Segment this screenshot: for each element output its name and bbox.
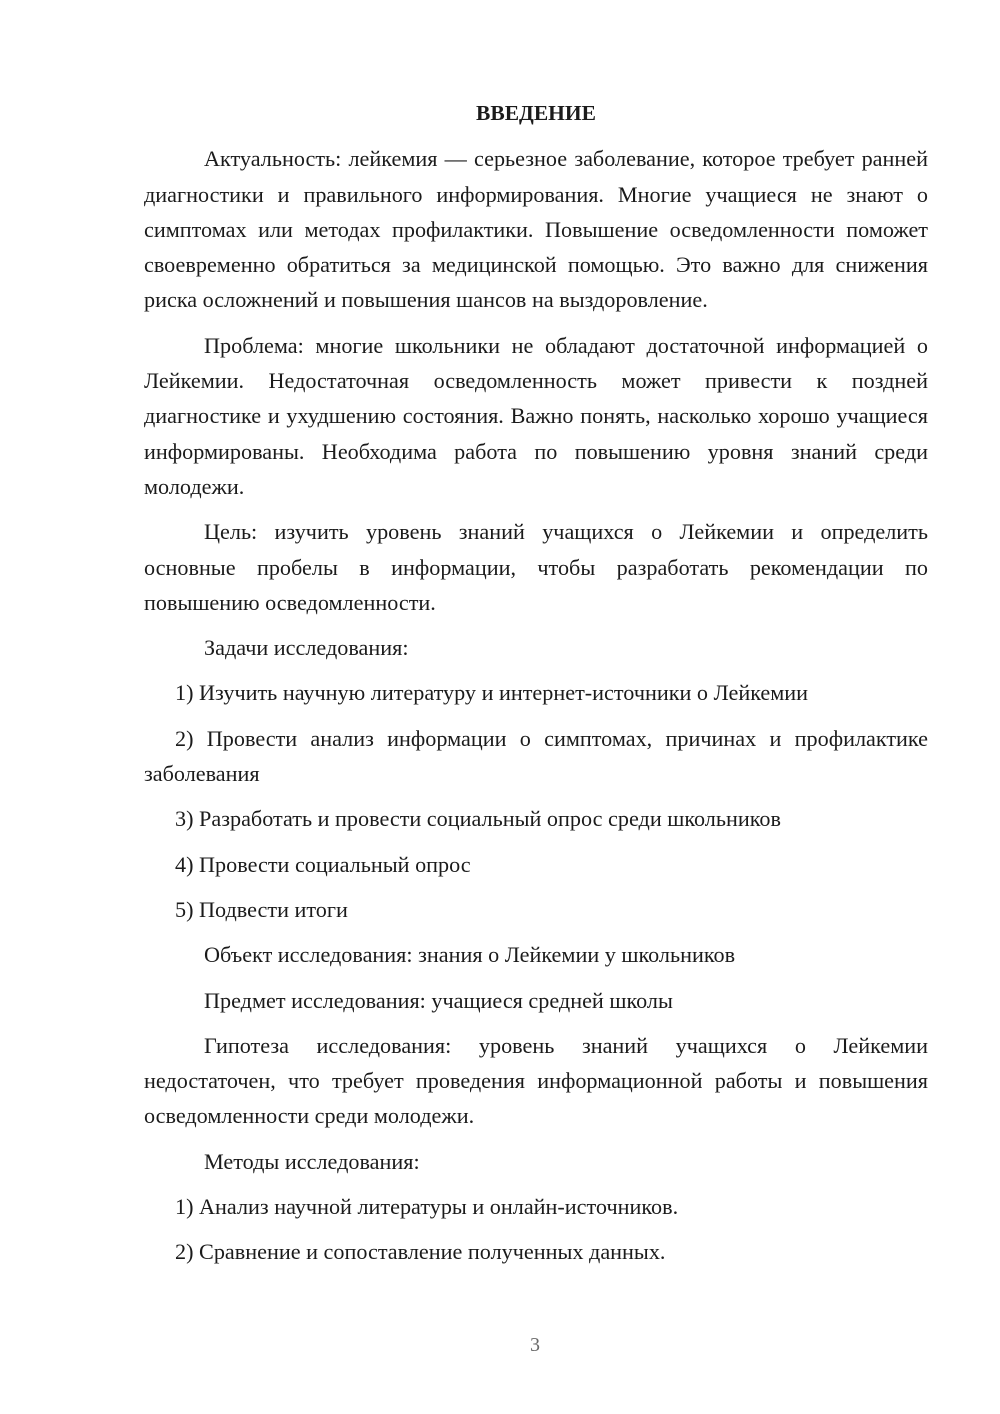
object-line: Объект исследования: знания о Лейкемии у школьников bbox=[204, 942, 736, 968]
section-title: ВВЕДЕНИЕ bbox=[476, 101, 596, 125]
methods-heading: Методы исследования: bbox=[204, 1148, 420, 1174]
page-content bbox=[144, 96, 928, 1280]
tasks-heading: Задачи исследования: bbox=[204, 635, 409, 661]
hypothesis-paragraph: Гипотеза исследования: уровень знаний учащихся о Лейкемии недостаточен, что требует проведения информационной работы и повышения осведомленности среди молодежи. bbox=[144, 1032, 928, 1129]
task-item: 5) Подвести итоги bbox=[175, 896, 348, 922]
problem-paragraph: Проблема: многие школьники не обладают достаточной информацией о Лейкемии. Недостаточная осведомленность может привести к поздней диагностике и ухудшению состояния. Важно понять, насколько хорошо учащиеся информированы. Необходима работа по повышению уровня знаний среди молодежи. bbox=[144, 332, 928, 499]
task-item: 1) Изучить научную литературу и интернет-источники о Лейкемии bbox=[175, 680, 809, 706]
task-item: 4) Провести социальный опрос bbox=[175, 851, 471, 877]
page-number: 3 bbox=[530, 1334, 540, 1356]
method-item: 1) Анализ научной литературы и онлайн-источников. bbox=[175, 1194, 679, 1220]
task-item: 2) Провести анализ информации о симптомах, причинах и профилактике заболевания bbox=[144, 725, 928, 787]
goal-paragraph: Цель: изучить уровень знаний учащихся о Лейкемии и определить основные пробелы в информации, чтобы разработать рекомендации по повышению осведомленности. bbox=[144, 519, 928, 615]
task-item: 3) Разработать и провести социальный опрос среди школьников bbox=[175, 806, 781, 832]
subject-line: Предмет исследования: учащиеся средней школы bbox=[204, 987, 673, 1013]
method-item: 2) Сравнение и сопоставление полученных данных. bbox=[175, 1239, 666, 1265]
relevance-paragraph: Актуальность: лейкемия — серьезное заболевание, которое требует ранней диагностики и правильного информирования. Многие учащиеся не знают о симптомах или методах профилактики. Повышение осведомленности поможет своевременно обратиться за медицинской помощью. Это важно для снижения риска осложнений и повышения шансов на выздоровление. bbox=[144, 146, 928, 313]
